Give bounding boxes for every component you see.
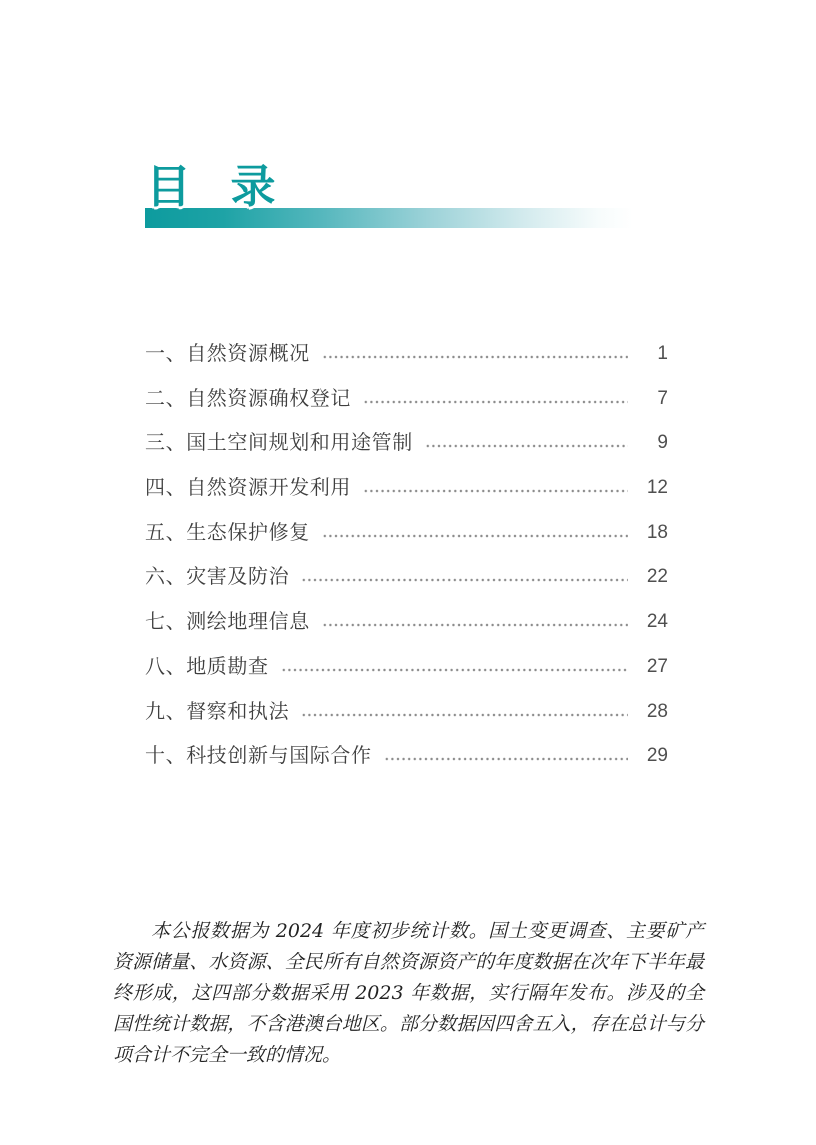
dot-leader	[322, 611, 628, 633]
dot-leader	[301, 701, 628, 723]
toc-item[interactable]	[145, 611, 668, 656]
dot-leader	[322, 343, 628, 365]
toc-item[interactable]	[145, 388, 668, 433]
toc-item-page-number: 24	[646, 611, 668, 633]
dot-leader	[363, 477, 628, 499]
toc-item-page-number: 27	[646, 655, 668, 677]
title-block	[145, 160, 637, 232]
toc-item[interactable]	[145, 566, 668, 611]
page-title: 目 录	[146, 161, 276, 212]
toc-item[interactable]	[145, 477, 668, 522]
toc-item-label: 一、自然资源概况	[145, 343, 310, 365]
toc-item[interactable]	[145, 656, 668, 701]
toc-item-label: 五、生态保护修复	[145, 521, 310, 544]
toc-item-page-number: 9	[657, 432, 668, 454]
footnote-text: 本公报数据为 2024 年度初步统计数。国土变更调查、主要矿产资源储量、水资源、全民所有自然资源资产的年度数据在次年下半年最终形成，这四部分数据采用 2023 年数据，实行隔年发布。涉及的全国性统计数据，不含港澳台地区。部分数据因四舍五入，存在总计与分项合计不完全一致的情况。	[113, 920, 704, 1066]
toc-item-page-number: 1	[657, 343, 668, 364]
toc-item-page-number: 12	[646, 477, 668, 499]
dot-leader	[281, 656, 628, 678]
toc-item-label: 四、自然资源开发利用	[145, 477, 351, 500]
dot-leader	[425, 432, 628, 454]
toc-item[interactable]	[145, 701, 668, 746]
dot-leader	[363, 388, 628, 410]
toc-item-label: 十、科技创新与国际合作	[145, 745, 372, 768]
toc-item-label: 六、灾害及防治	[145, 566, 290, 589]
toc-item-page-number: 18	[646, 521, 668, 543]
toc-item-label: 九、督察和执法	[145, 700, 290, 723]
dot-leader	[322, 522, 628, 544]
toc-item-page-number: 22	[646, 566, 668, 588]
toc-item-label: 七、测绘地理信息	[145, 611, 310, 634]
toc-item-label: 二、自然资源确权登记	[145, 387, 351, 410]
toc-item[interactable]	[145, 745, 668, 790]
toc-item-page-number: 7	[657, 387, 668, 409]
dot-leader	[301, 566, 628, 588]
toc-item-label: 八、地质勘查	[145, 655, 269, 678]
toc-item[interactable]	[145, 522, 668, 567]
toc-list	[145, 343, 668, 790]
toc-item-label: 三、国土空间规划和用途管制	[145, 432, 413, 455]
toc-item-page-number: 29	[646, 745, 668, 767]
dot-leader	[384, 745, 628, 767]
toc-item-page-number: 28	[646, 700, 668, 722]
toc-item[interactable]	[145, 432, 668, 477]
toc-item[interactable]	[145, 343, 668, 388]
